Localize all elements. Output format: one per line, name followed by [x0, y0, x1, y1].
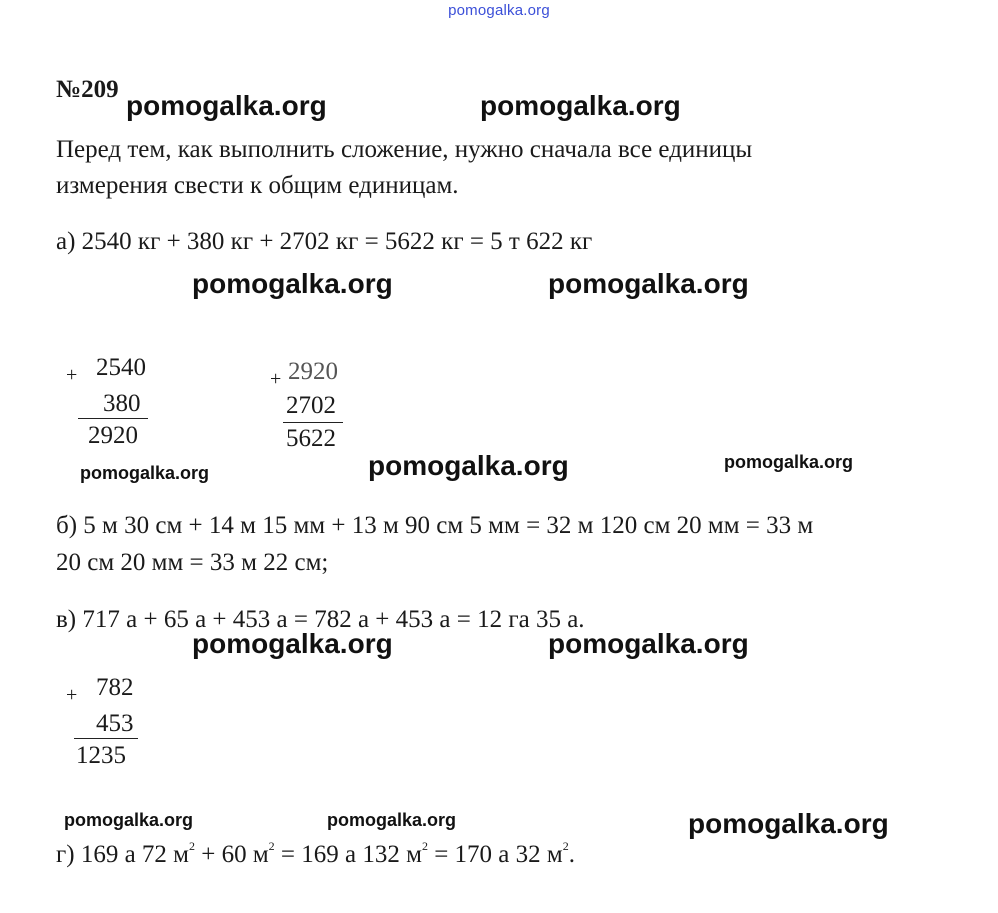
sum: 1235 [76, 742, 126, 769]
plus-sign: + [66, 364, 78, 386]
watermark-top: pomogalka.org [448, 2, 550, 19]
sum-line [74, 738, 138, 739]
part-v: в) 717 а + 65 а + 453 а = 782 а + 453 а = 12 га 35 а. [56, 606, 585, 633]
plus-sign: + [66, 684, 78, 706]
watermark-10: pomogalka.org [64, 810, 194, 830]
addend-1: 2920 [288, 358, 338, 385]
addend-2: 380 [103, 390, 141, 417]
watermark-3: pomogalka.org [192, 268, 393, 299]
part-g: г) 169 а 72 $м^2 + 60$ $м^2 = 169$ а 132 $м^2 = 170$ а 32 $м^2$. [56, 839, 575, 868]
watermark-5: pomogalka.org [80, 463, 210, 483]
watermark-6: pomogalka.org [368, 450, 569, 481]
addend-1: 2540 [96, 354, 146, 381]
sum-line [283, 422, 343, 423]
part-b-line-2: 20 см 20 мм = 33 м 22 см; [56, 549, 329, 576]
watermark-12: pomogalka.org [688, 808, 889, 839]
watermark-1: pomogalka.org [126, 90, 327, 121]
addend-2: 2702 [286, 392, 336, 419]
watermark-11: pomogalka.org [327, 810, 457, 830]
sum: 5622 [286, 425, 336, 452]
intro-line-2: измерения свести к общим единицам. [56, 172, 459, 199]
addend-2: 453 [96, 710, 134, 737]
sum-line [78, 418, 148, 419]
watermark-8: pomogalka.org [192, 628, 393, 659]
part-b-line-1: б) 5 м 30 см + 14 м 15 мм + 13 м 90 см 5 мм = 32 м 120 см 20 мм = 33 м [56, 512, 814, 539]
watermark-2: pomogalka.org [480, 90, 681, 121]
intro-line-1: Перед тем, как выполнить сложение, нужно сначала все единицы [56, 136, 753, 163]
sum: 2920 [88, 422, 138, 449]
addend-1: 782 [96, 674, 134, 701]
plus-sign: + [270, 368, 282, 390]
watermark-4: pomogalka.org [548, 268, 749, 299]
task-number: №209 [56, 76, 119, 103]
part-a: а) 2540 кг + 380 кг + 2702 кг = 5622 кг = 5 т 622 кг [56, 228, 593, 255]
watermark-9: pomogalka.org [548, 628, 749, 659]
watermark-7: pomogalka.org [724, 452, 854, 472]
